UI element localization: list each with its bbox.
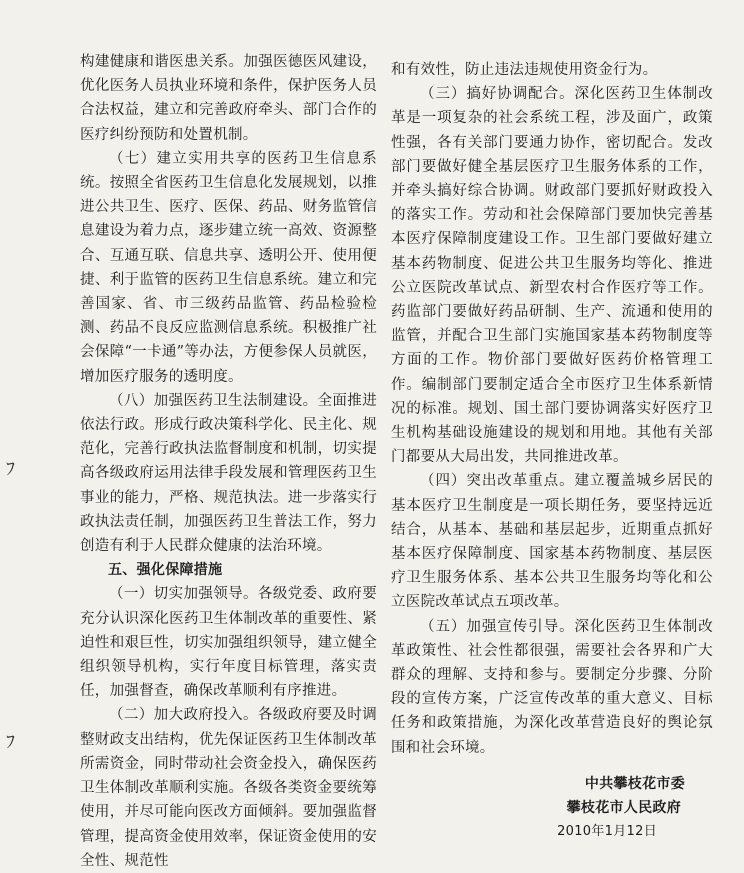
signature-org-party-committee: 中共攀枝花市委 xyxy=(584,775,685,792)
paragraph: （三）搞好协调配合。深化医药卫生体制改革是一项复杂的社会系统工程，涉及面广，政策性强，各有关部门要通力协作，密切配合。发改部门要做好健全基层医疗卫生服务体系的工作，并牵头搞好综合协调。财政部门要抓好财政投入的落实工作。劳动和社会保障部门要加快完善基本医疗保障制度建设工作。卫生部门要做好建立基本药物制度、促进公共卫生服务均等化、推进公立医院改革试点、新型农村合作医疗等工作。药监部门要做好药品研制、生产、流通和使用的监管，并配合卫生部门实施国家基本药物制度等方面的工作。物价部门要做好医药价格管理工作。编制部门要制定适合全市医疗卫生体系新情况的标准。规划、国土部门要协调落实好医疗卫生机构基础设施建设的规划和用地。其他有关部门都要从大局出发，共同推进改革。 xyxy=(391,86,713,466)
paragraph: （一）切实加强领导。各级党委、政府要充分认识深化医药卫生体制改革的重要性、紧迫性和艰巨性，切实加强组织领导，建立健全组织领导机构，实行年度目标管理，落实责任，加强督查，确保改革顺利有序推进。 xyxy=(80,586,377,700)
paragraph: 和有效性，防止违法违规使用资金行为。 xyxy=(391,62,658,78)
paragraph: 构建健康和谐医患关系。加强医德医风建设，优化医务人员执业环境和条件，保护医务人员合法权益，建立和完善政府牵头、部门合作的医疗纠纷预防和处置机制。 xyxy=(80,54,377,143)
left-column xyxy=(80,50,377,873)
right-column xyxy=(391,58,713,845)
paragraph: （七）建立实用共享的医药卫生信息系统。按照全省医药卫生信息化发展规划，以推进公共卫生、医疗、医保、药品、财务监管信息建设为着力点，逐步建立统一高效、资源整合、互通互联、信息共享、透明公开、使用便捷、利于监管的医药卫生信息系统。建立和完善国家、省、市三级药品监管、药品检验检测、药品不良反应监测信息系统。积极推广社会保障“一卡通”等办法，方便参保人员就医，增加医疗服务的透明度。 xyxy=(80,150,377,385)
paragraph: （二）加大政府投入。各级政府要及时调整财政支出结构，优先保证医药卫生体制改革所需资金，同时带动社会资金投入，确保医药卫生体制改革顺利实施。各级各类资金要统筹使用，并尽可能向医改方面倾斜。要加强监督管理，提高资金使用效率，保证资金使用的安全性、规范性 xyxy=(80,707,377,869)
paragraph: （五）加强宣传引导。深化医药卫生体制改革政策性、社会性都很强，需要社会各界和广大群众的理解、支持和参与。要制定分步骤、分阶段的宣传方案，广泛宣传改革的重大意义、目标任务和政策措施，为深化改革营造良好的舆论氛围和社会环境。 xyxy=(391,618,713,756)
margin-mark: ﾌ xyxy=(6,732,15,753)
paragraph: （八）加强医药卫生法制建设。全面推进依法行政。形成行政决策科学化、民主化、规范化，完善行政执法监督制度和机制，切实提高各级政府运用法律手段发展和管理医药卫生事业的能力，严格、规范执法。进一步落实行政执法责任制，加强医药卫生普法工作，努力创造有利于人民群众健康的法治环境。 xyxy=(80,392,377,555)
signature-date: 2010年1月12日 xyxy=(557,824,657,840)
signature-org-government: 攀枝花市人民政府 xyxy=(566,800,681,817)
margin-mark: ﾌ xyxy=(6,459,15,480)
paragraph: （四）突出改革重点。建立覆盖城乡居民的基本医疗卫生制度是一项长期任务，要坚持远近结合，从基本、基础和基层起步，近期重点抓好基本医疗保障制度、国家基本药物制度、基层医疗卫生服务体系、基本公共卫生服务均等化和公立医院改革试点五项改革。 xyxy=(391,473,713,611)
section-heading: 五、强化保障措施 xyxy=(108,562,223,579)
